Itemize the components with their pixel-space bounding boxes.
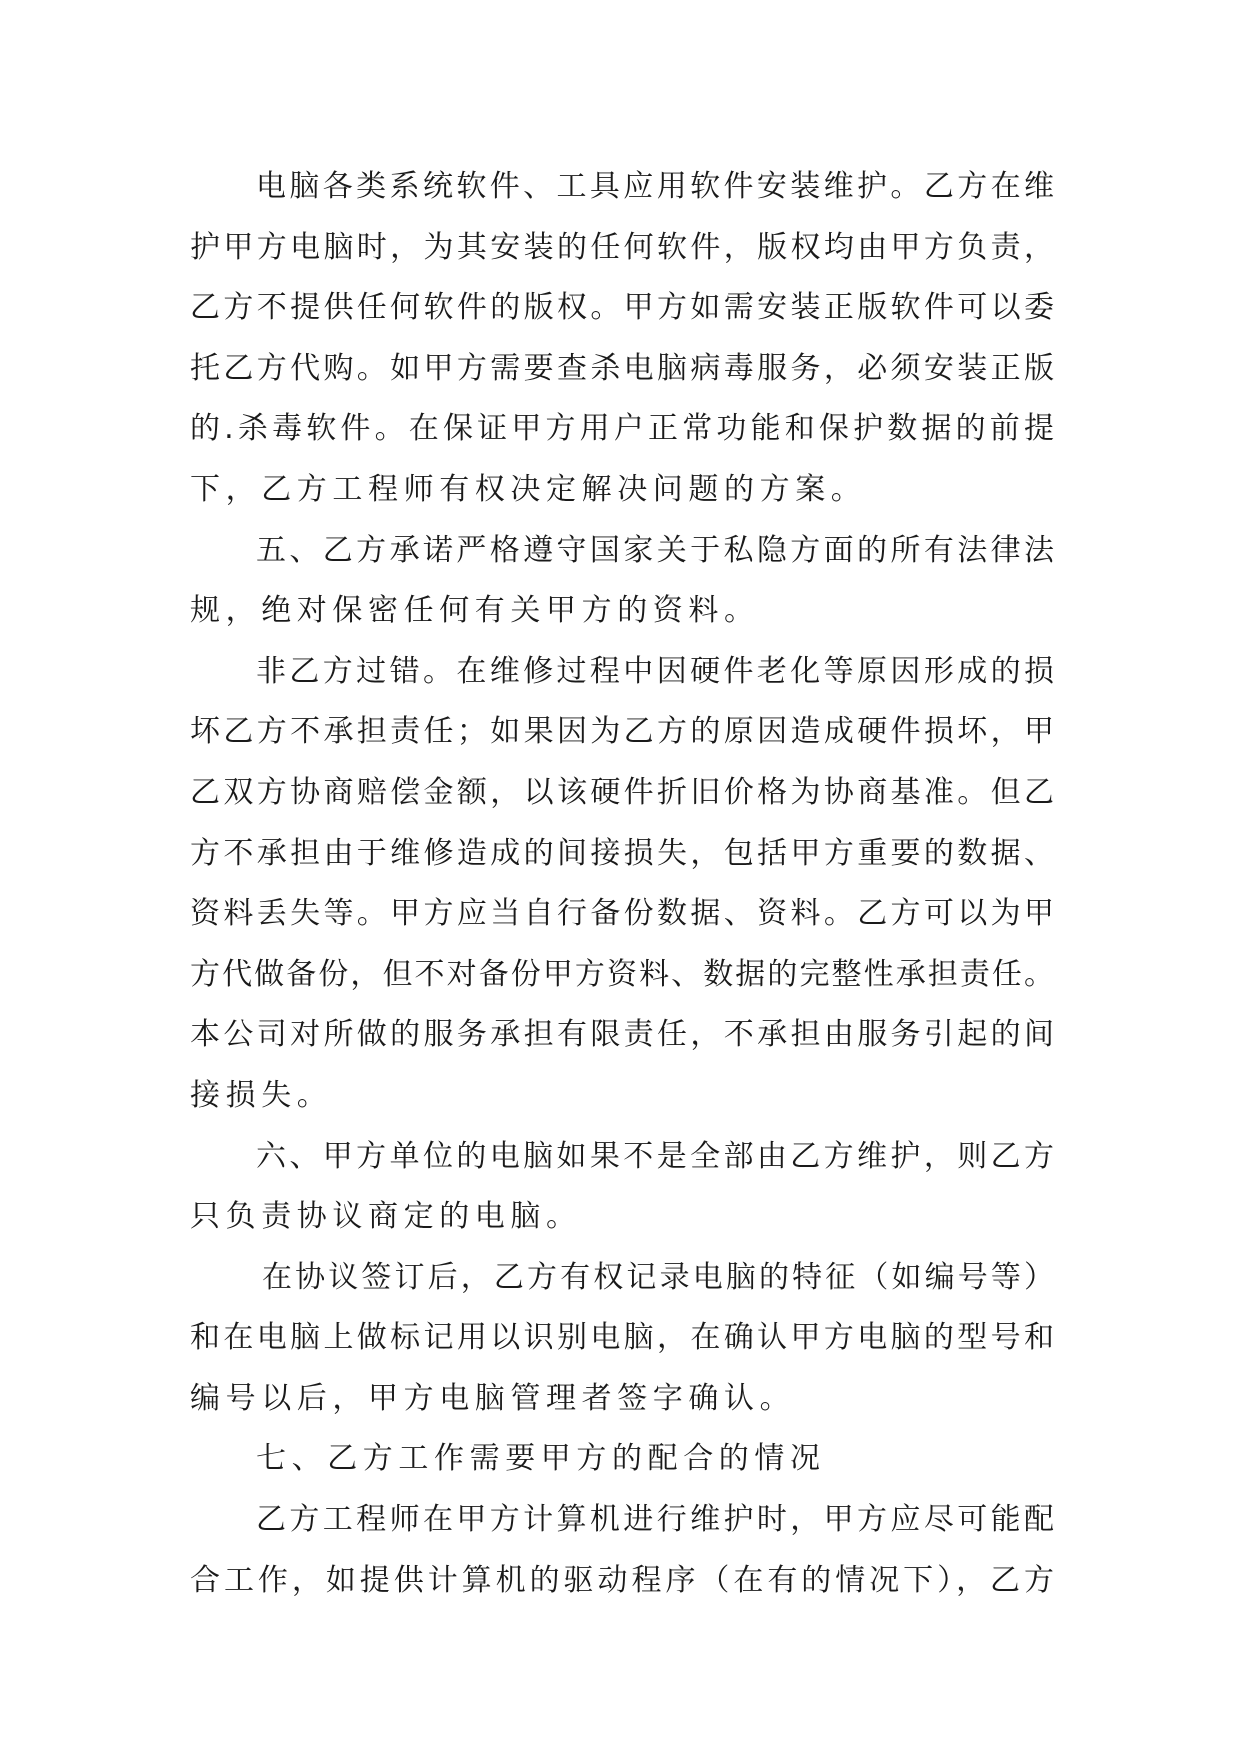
text-line: 只负责协议商定的电脑。 — [190, 1199, 582, 1235]
text-line: 乙双方协商赔偿金额，以该硬件折旧价格为协商基准。但乙 — [190, 774, 1054, 810]
text-line: 坏乙方不承担责任；如果因为乙方的原因造成硬件损坏，甲 — [190, 714, 1054, 750]
text-line: 方代做备份，但不对备份甲方资料、数据的完整性承担责任。 — [190, 956, 1054, 992]
text-line: 下，乙方工程师有权决定解决问题的方案。 — [190, 471, 867, 507]
text-line: 护甲方电脑时，为其安装的任何软件，版权均由甲方负责， — [190, 229, 1054, 265]
text-line: 合工作，如提供计算机的驱动程序（在有的情况下），乙方 — [190, 1562, 1054, 1598]
section-heading-7: 七、乙方工作需要甲方的配合的情况 — [256, 1441, 826, 1477]
text-line: 电脑各类系统软件、工具应用软件安装维护。乙方在维 — [256, 169, 1054, 204]
text-line: 乙方不提供任何软件的版权。甲方如需安装正版软件可以委 — [190, 290, 1054, 326]
section-heading-6: 六、甲方单位的电脑如果不是全部由乙方维护，则乙方 — [256, 1138, 1054, 1174]
text-line: 托乙方代购。如甲方需要查杀电脑病毒服务，必须安装正版 — [190, 350, 1054, 386]
text-line: 方不承担由于维修造成的间接损失，包括甲方重要的数据、 — [190, 835, 1054, 871]
text-line: 资料丢失等。甲方应当自行备份数据、资料。乙方可以为甲 — [190, 896, 1054, 932]
text-line: 和在电脑上做标记用以识别电脑，在确认甲方电脑的型号和 — [190, 1320, 1054, 1356]
text-line: 乙方工程师在甲方计算机进行维护时，甲方应尽可能配 — [256, 1502, 1054, 1538]
text-line: 在协议签订后，乙方有权记录电脑的特征（如编号等） — [262, 1259, 1054, 1295]
text-line: 非乙方过错。在维修过程中因硬件老化等原因形成的损 — [256, 653, 1054, 689]
text-line: 接损失。 — [190, 1077, 333, 1113]
text-line: 规，绝对保密任何有关甲方的资料。 — [190, 593, 760, 629]
text-line: 的.杀毒软件。在保证甲方用户正常功能和保护数据的前提 — [190, 411, 1054, 447]
section-heading-5: 五、乙方承诺严格遵守国家关于私隐方面的所有法律法 — [256, 532, 1054, 568]
document-body — [190, 157, 1054, 1611]
text-line: 本公司对所做的服务承担有限责任，不承担由服务引起的间 — [190, 1017, 1054, 1053]
text-line: 编号以后，甲方电脑管理者签字确认。 — [190, 1380, 796, 1416]
